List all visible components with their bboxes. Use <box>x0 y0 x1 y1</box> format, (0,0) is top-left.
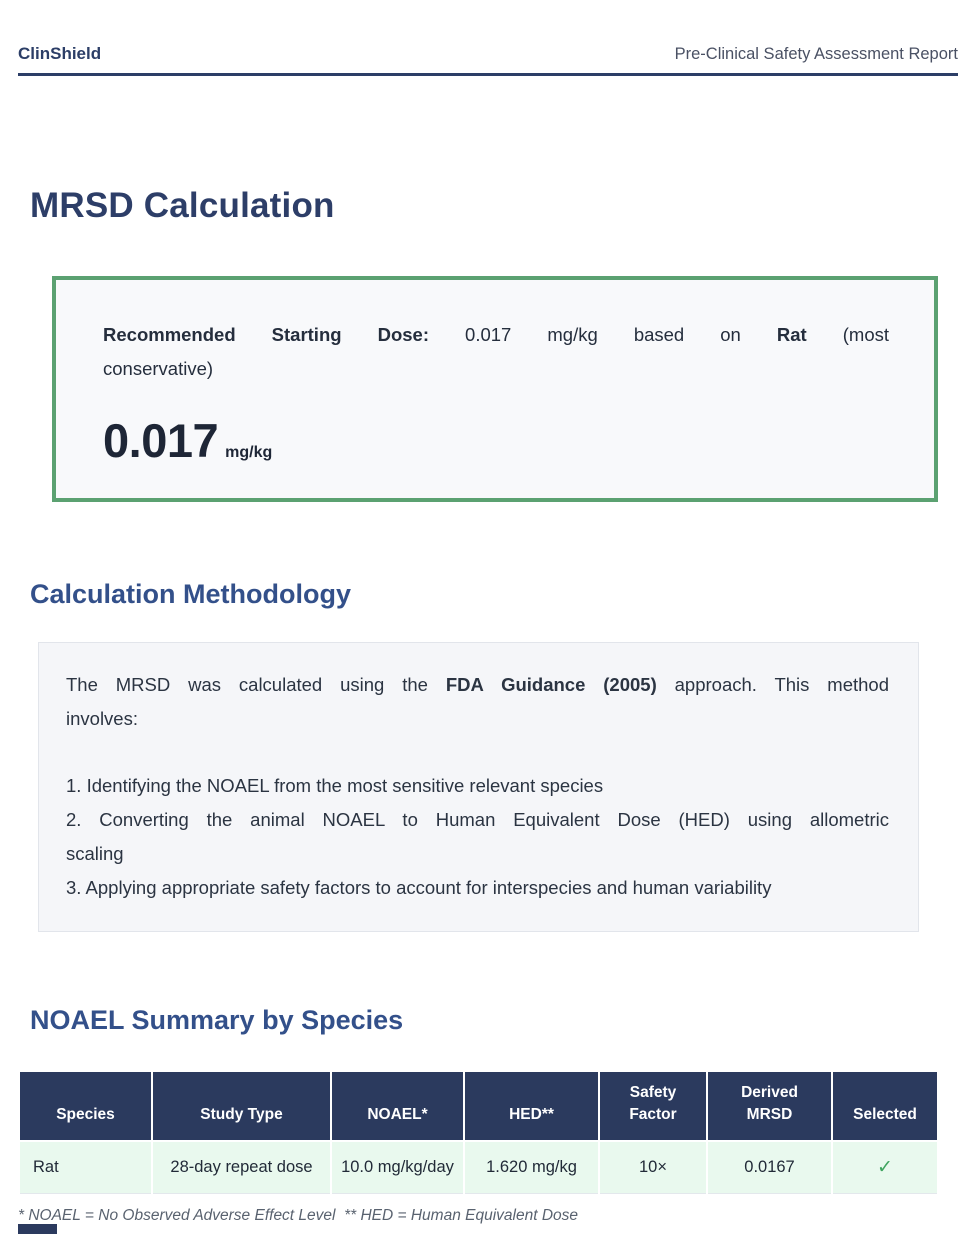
methodology-intro-pre: The MRSD was calculated using the <box>66 674 428 695</box>
noael-heading: NOAEL Summary by Species <box>30 1005 404 1036</box>
table-footnote: * NOAEL = No Observed Adverse Effect Level ** HED = Human Equivalent Dose <box>18 1206 578 1224</box>
brand-name: ClinShield <box>18 44 102 63</box>
methodology-card <box>38 642 919 932</box>
dose-summary-label: Recommended Starting Dose: <box>103 324 429 345</box>
table-row-rat <box>19 1141 938 1193</box>
next-section-sliver <box>18 1224 57 1234</box>
column-header-hed: HED** <box>464 1071 599 1141</box>
dose-summary-species: Rat <box>776 324 807 345</box>
methodology-step-2-line-1: 2. Converting the animal NOAEL to Human Equivalent Dose (HED) using allometric <box>66 809 889 831</box>
dose-summary-line-2: conservative) <box>103 357 214 379</box>
cell-study-type: 28-day repeat dose <box>152 1141 331 1193</box>
column-header-noael: NOAEL* <box>331 1071 464 1141</box>
cell-species: Rat <box>19 1141 152 1193</box>
dose-value: 0.017 <box>103 414 219 467</box>
column-header-selected: Selected <box>832 1071 938 1141</box>
recommended-dose-card <box>52 276 938 502</box>
methodology-heading: Calculation Methodology <box>30 579 351 609</box>
dose-summary-tail: (most <box>842 324 889 345</box>
methodology-intro-line-2: involves: <box>66 707 138 729</box>
methodology-intro-bold: FDA Guidance (2005) <box>445 674 657 695</box>
methodology-step-1: 1. Identifying the NOAEL from the most sensitive relevant species <box>66 775 604 797</box>
methodology-step-2-line-2: scaling <box>66 842 124 864</box>
cell-safety-factor: 10× <box>599 1141 707 1193</box>
table-header-row <box>19 1071 938 1141</box>
column-header-derived-mrsd: Derived MRSD <box>707 1071 832 1141</box>
dose-summary-line-1 <box>103 318 889 352</box>
cell-derived-mrsd: 0.0167 <box>707 1141 832 1193</box>
dose-unit: mg/kg <box>225 444 273 461</box>
noael-summary-table <box>18 1070 939 1194</box>
selected-check-icon: ✓ <box>832 1141 938 1193</box>
column-header-safety-factor: Safety Factor <box>599 1071 707 1141</box>
report-subtitle: Pre-Clinical Safety Assessment Report <box>674 45 958 63</box>
header-divider <box>18 73 958 76</box>
report-header <box>18 0 958 64</box>
paragraph-spacer <box>66 735 889 769</box>
dose-summary-mid: 0.017 mg/kg based on <box>465 324 741 345</box>
dose-value-row <box>103 413 889 468</box>
methodology-intro-post: approach. This method <box>674 674 890 695</box>
page-title: MRSD Calculation <box>30 186 335 225</box>
cell-hed: 1.620 mg/kg <box>464 1141 599 1193</box>
column-header-study-type: Study Type <box>152 1071 331 1141</box>
cell-noael: 10.0 mg/kg/day <box>331 1141 464 1193</box>
methodology-step-3: 3. Applying appropriate safety factors to account for interspecies and human variability <box>66 876 772 898</box>
column-header-species: Species <box>19 1071 152 1141</box>
methodology-intro-line-1 <box>66 668 889 702</box>
